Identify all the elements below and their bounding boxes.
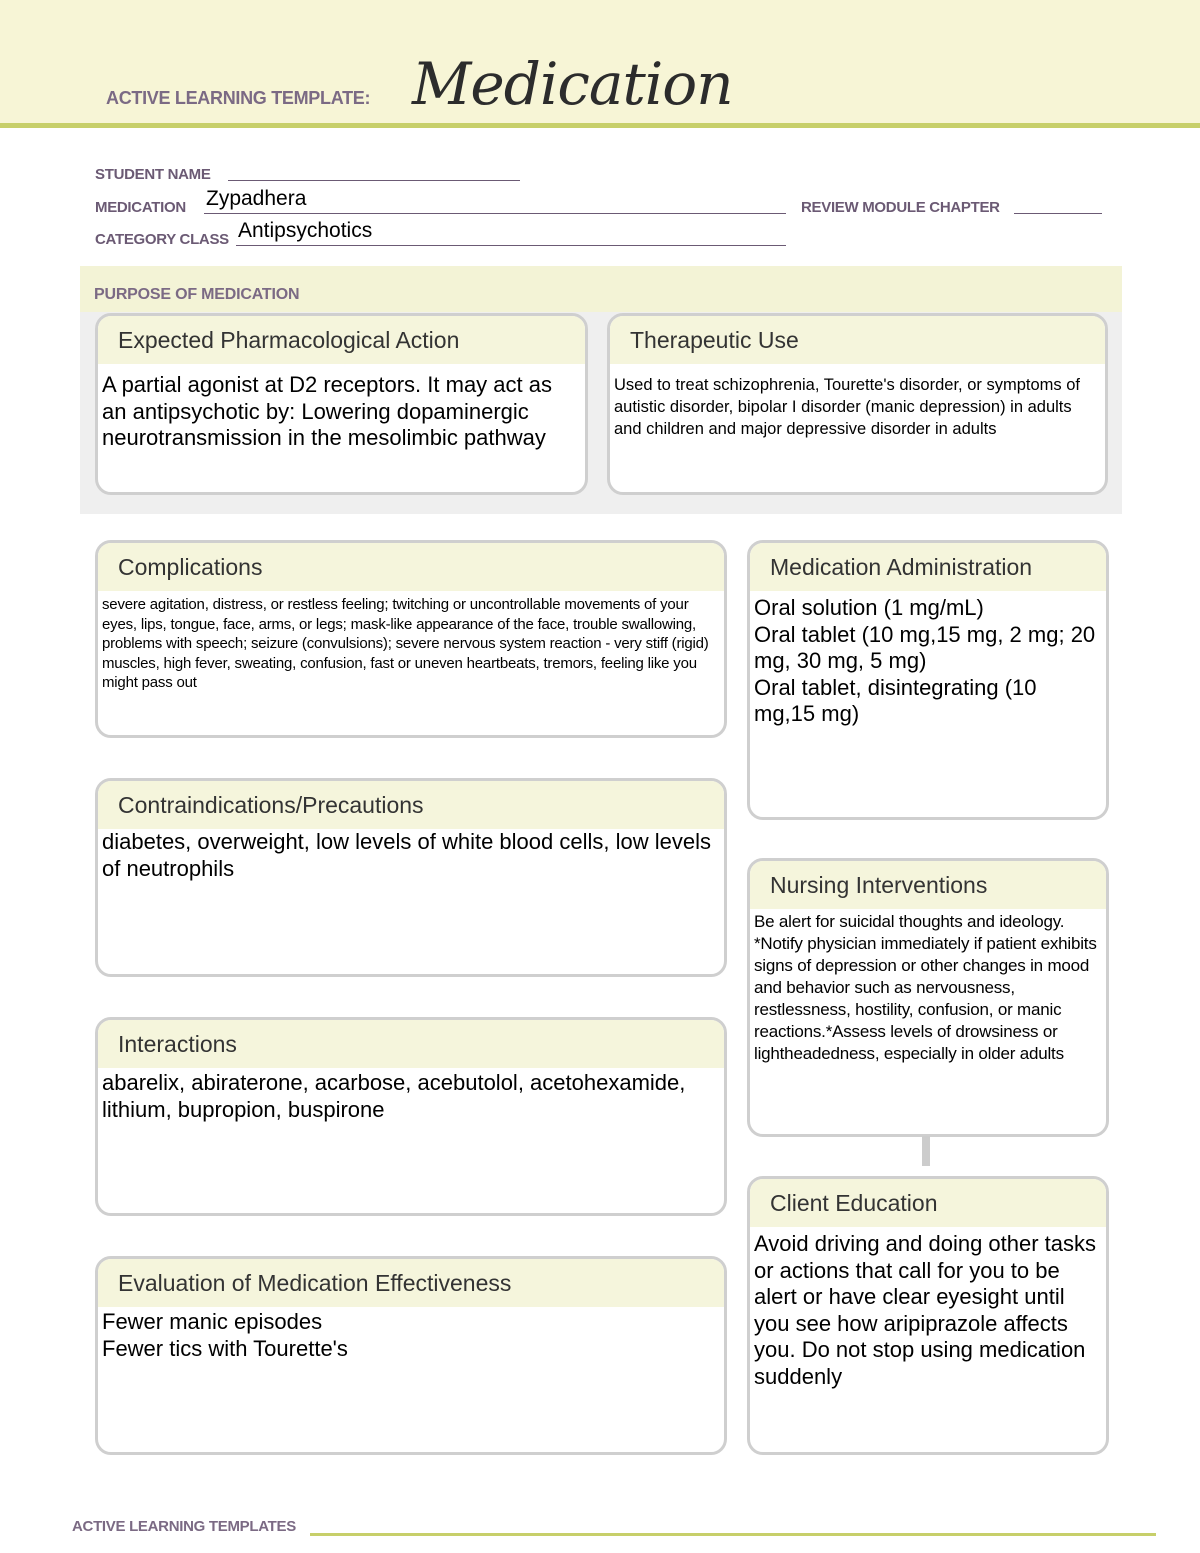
student-name-line bbox=[228, 180, 520, 181]
evaluation-card bbox=[95, 1256, 727, 1455]
medication-administration-text[interactable]: Oral solution (1 mg/mL) Oral tablet (10 mg,15 mg, 2 mg; 20 mg, 30 mg, 5 mg) Oral tablet, disintegrating (10 mg,15 mg) bbox=[754, 595, 1096, 726]
nursing-interventions-title: Nursing Interventions bbox=[750, 861, 1106, 909]
evaluation-title: Evaluation of Medication Effectiveness bbox=[98, 1259, 724, 1307]
purpose-label: PURPOSE OF MEDICATION bbox=[94, 286, 300, 303]
evaluation-text[interactable]: Fewer manic episodes Fewer tics with Tourette's bbox=[102, 1309, 348, 1361]
category-class-line bbox=[236, 245, 786, 246]
complications-text[interactable]: severe agitation, distress, or restless feeling; twitching or uncontrollable movements of your eyes, lips, tongue, face, arms, or legs; mask-like appearance of the face, trouble swallowing, problems with speech; seizure (convulsions); severe nervous system reaction - very stiff (rigid) muscles, high fever, sweating, confusion, fast or uneven heartbeats, tremors, feeling like you might pass out bbox=[102, 596, 709, 691]
footer-label: ACTIVE LEARNING TEMPLATES bbox=[72, 1518, 296, 1535]
nursing-interventions-card bbox=[747, 858, 1109, 1137]
medication-label: MEDICATION bbox=[95, 199, 186, 216]
expected-action-card bbox=[95, 313, 588, 495]
interactions-card bbox=[95, 1017, 727, 1216]
contraindications-card bbox=[95, 778, 727, 977]
complications-title: Complications bbox=[98, 543, 724, 591]
page-title: Medication bbox=[412, 50, 733, 118]
therapeutic-use-text[interactable]: Used to treat schizophrenia, Tourette's disorder, or symptoms of autistic disorder, bipolar I disorder (manic depression) in adults and children and major depressive disorder in adults bbox=[614, 376, 1080, 438]
medication-administration-card bbox=[747, 540, 1109, 820]
card-connector bbox=[922, 1136, 930, 1166]
contraindications-title: Contraindications/Precautions bbox=[98, 781, 724, 829]
therapeutic-use-title: Therapeutic Use bbox=[610, 316, 1105, 364]
medication-line bbox=[204, 213, 786, 214]
review-module-label: REVIEW MODULE CHAPTER bbox=[801, 199, 1000, 216]
review-module-line bbox=[1014, 213, 1102, 214]
medication-field[interactable]: Zypadhera bbox=[206, 187, 307, 210]
medication-administration-title: Medication Administration bbox=[750, 543, 1106, 591]
template-label: ACTIVE LEARNING TEMPLATE: bbox=[106, 88, 371, 108]
complications-card bbox=[95, 540, 727, 738]
category-class-field[interactable]: Antipsychotics bbox=[238, 219, 373, 242]
expected-action-title: Expected Pharmacological Action bbox=[98, 316, 585, 364]
category-class-label: CATEGORY CLASS bbox=[95, 231, 229, 248]
header-divider bbox=[0, 123, 1200, 128]
student-name-label: STUDENT NAME bbox=[95, 166, 211, 183]
contraindications-text[interactable]: diabetes, overweight, low levels of white blood cells, low levels of neutrophils bbox=[102, 829, 711, 881]
interactions-text[interactable]: abarelix, abiraterone, acarbose, acebutolol, acetohexamide, lithium, bupropion, buspirone bbox=[102, 1070, 686, 1122]
therapeutic-use-card bbox=[607, 313, 1108, 495]
client-education-text[interactable]: Avoid driving and doing other tasks or actions that call for you to be alert or have clear eyesight until you see how aripiprazole affects you. Do not stop using medication suddenly bbox=[754, 1231, 1097, 1389]
client-education-card bbox=[747, 1176, 1109, 1455]
expected-action-text[interactable]: A partial agonist at D2 receptors. It may act as an antipsychotic by: Lowering dopaminergic neurotransmission in the mesolimbic pathway bbox=[102, 372, 552, 450]
nursing-interventions-text[interactable]: Be alert for suicidal thoughts and ideology. *Notify physician immediately if patient exhibits signs of depression or other changes in mood and behavior such as nervousness, restlessness, hostility, confusion, or manic reactions.*Assess levels of drowsiness or lightheadedness, especially in older adults bbox=[754, 912, 1097, 1063]
interactions-title: Interactions bbox=[98, 1020, 724, 1068]
footer-divider bbox=[310, 1533, 1156, 1536]
client-education-title: Client Education bbox=[750, 1179, 1106, 1227]
